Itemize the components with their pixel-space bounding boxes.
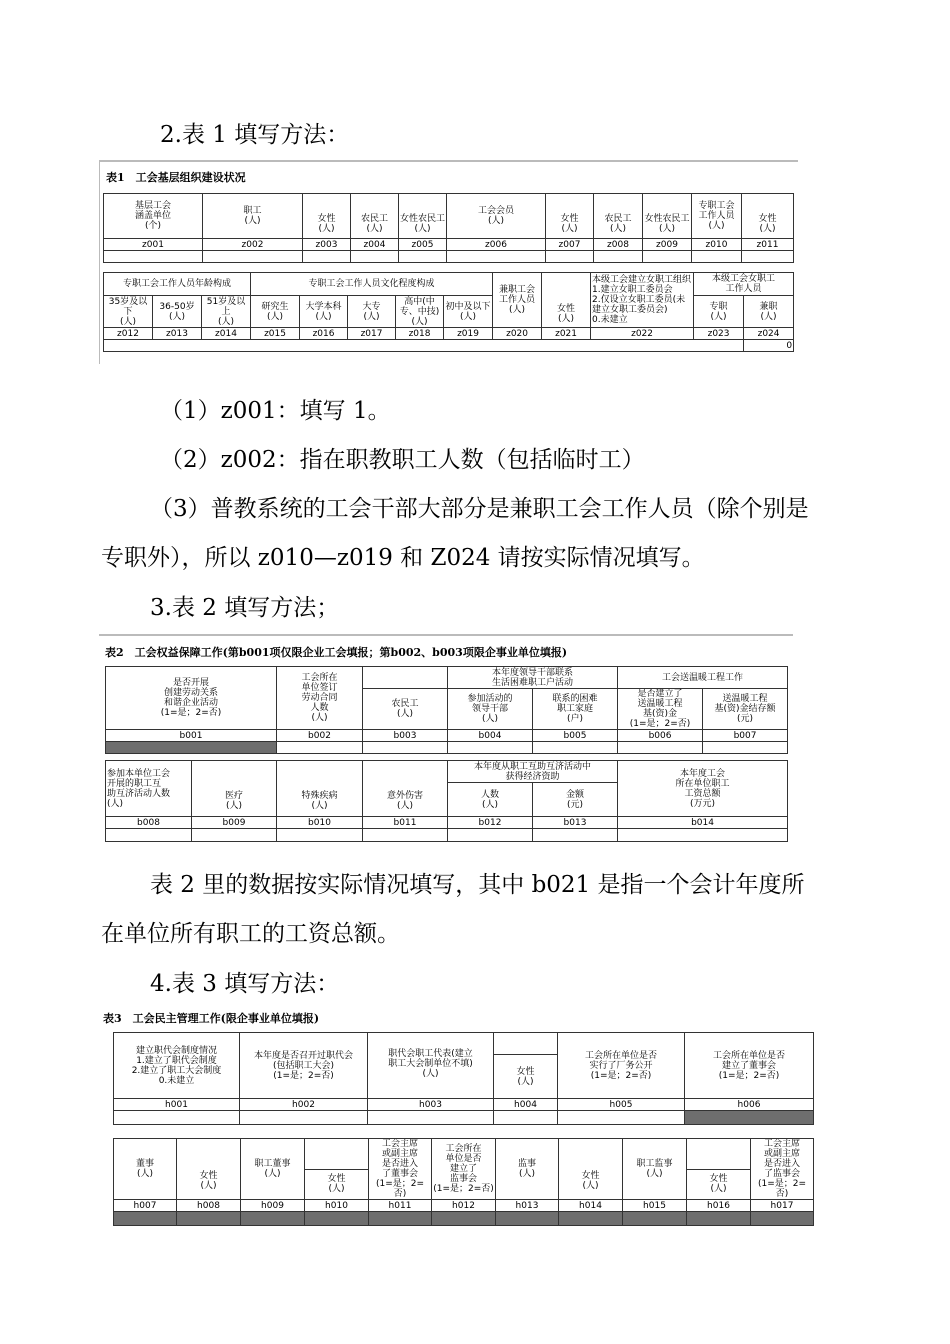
t1-code: z024 bbox=[744, 328, 794, 340]
t3-spacer bbox=[494, 1033, 558, 1055]
t3-h-h012: 工会所在 单位是否 建立了 监事会 (1=是；2=否) bbox=[432, 1139, 496, 1200]
t1-h-z014: 51岁及以上 (人) bbox=[202, 296, 251, 328]
t3-shaded-cell bbox=[369, 1212, 432, 1226]
t2-empty-cell[interactable] bbox=[363, 742, 448, 754]
t1-h-z011: 女性 (人) bbox=[742, 194, 794, 239]
table3-lower bbox=[113, 1138, 814, 1226]
t1-code: z018 bbox=[396, 328, 444, 340]
t3-shaded-cell bbox=[623, 1212, 687, 1226]
t2-h-b001: 是否开展 创建劳动关系 和谐企业活动 (1=是；2=否) bbox=[106, 667, 277, 730]
t3-code: h009 bbox=[241, 1200, 305, 1212]
note-line: 专职外），所以 z010—z019 和 Z024 请按实际情况填写。 bbox=[101, 545, 705, 571]
t3-shaded-cell bbox=[559, 1212, 623, 1226]
table3-upper bbox=[113, 1032, 814, 1125]
t2-code: b009 bbox=[192, 817, 277, 829]
t2-code: b006 bbox=[618, 730, 703, 742]
t3-h-h011: 工会主席 或副主席 是否进入 了董事会 (1=是；2=否) bbox=[369, 1139, 432, 1200]
t3-code: h015 bbox=[623, 1200, 687, 1212]
table1-figure bbox=[99, 160, 798, 364]
t2-spacer bbox=[363, 667, 448, 689]
t1-h-z007: 女性 (人) bbox=[546, 194, 594, 239]
t2-group-warm: 工会送温暖工程工作 bbox=[618, 667, 788, 689]
section-heading-table2: 3.表 2 填写方法； bbox=[150, 595, 340, 621]
t1-code: z023 bbox=[694, 328, 744, 340]
t1-code: z004 bbox=[351, 239, 399, 251]
t2-empty-cell[interactable] bbox=[448, 829, 533, 842]
t1-h-z020: 兼职工会 工作人员 (人) bbox=[493, 273, 542, 328]
t3-code: h003 bbox=[368, 1099, 494, 1111]
t1-code: z011 bbox=[742, 239, 794, 251]
t1-empty-cell[interactable] bbox=[203, 251, 303, 263]
t1-h-z010: 专职工会 工作人员 (人) bbox=[692, 194, 742, 239]
t2-code: b012 bbox=[448, 817, 533, 829]
table3-figure bbox=[99, 1006, 817, 1228]
t3-empty-cell[interactable] bbox=[558, 1111, 685, 1125]
note-line: 表 2 里的数据按实际情况填写，其中 b021 是指一个会计年度所 bbox=[150, 872, 805, 898]
t1-h-z013: 36-50岁 (人) bbox=[153, 296, 202, 328]
t3-empty-cell[interactable] bbox=[114, 1111, 240, 1125]
t1-group-age: 专职工会工作人员年龄构成 bbox=[104, 273, 251, 296]
t1-code: z008 bbox=[594, 239, 643, 251]
t2-h-b010: 特殊疾病 (人) bbox=[277, 761, 363, 817]
t3-h-h009: 职工董事 (人) bbox=[241, 1139, 305, 1200]
t3-code: h005 bbox=[558, 1099, 685, 1111]
t1-empty-row[interactable] bbox=[104, 340, 744, 352]
t2-h-b012: 人数 (人) bbox=[448, 783, 533, 817]
table1-lower bbox=[103, 272, 794, 352]
section-heading-table3: 4.表 3 填写方法： bbox=[150, 971, 340, 997]
t2-code: b011 bbox=[363, 817, 448, 829]
t3-shaded-cell bbox=[432, 1212, 496, 1226]
t2-h-b004: 参加活动的 领导干部 (人) bbox=[448, 689, 533, 730]
t1-h-z002: 职工 (人) bbox=[203, 194, 303, 239]
t2-code: b005 bbox=[533, 730, 618, 742]
t3-h-h003: 职代会职工代表(建立 职工大会制单位不填) (人) bbox=[368, 1033, 494, 1099]
t3-spacer bbox=[687, 1139, 751, 1170]
t3-shaded-cell bbox=[687, 1212, 751, 1226]
t2-empty-cell[interactable] bbox=[106, 829, 192, 842]
t3-code: h016 bbox=[687, 1200, 751, 1212]
t2-empty-cell[interactable] bbox=[533, 829, 618, 842]
t2-code: b001 bbox=[106, 730, 277, 742]
t2-h-b011: 意外伤害 (人) bbox=[363, 761, 448, 817]
t1-code: z012 bbox=[104, 328, 153, 340]
t2-group-leaders: 本年度领导干部联系 生活困难职工户活动 bbox=[448, 667, 618, 689]
t2-h-b003: 农民工 (人) bbox=[363, 689, 448, 730]
t1-h-z004: 农民工 (人) bbox=[351, 194, 399, 239]
t3-h-h006: 工会所在单位是否 建立了董事会 (1=是；2=否) bbox=[685, 1033, 814, 1099]
t1-h-z018: 高中(中 专、中技) (人) bbox=[396, 296, 444, 328]
t1-h-z015: 研究生 (人) bbox=[251, 296, 300, 328]
t1-h-z017: 大专 (人) bbox=[348, 296, 396, 328]
t1-group-women-staff: 本级工会女职工 工作人员 bbox=[694, 273, 794, 296]
t1-empty-cell[interactable] bbox=[692, 251, 742, 263]
t3-empty-cell[interactable] bbox=[240, 1111, 368, 1125]
note-line: （1）z001：填写 1。 bbox=[160, 398, 391, 424]
t3-spacer bbox=[305, 1139, 369, 1170]
section-heading-table1: 2.表 1 填写方法： bbox=[160, 122, 350, 148]
t1-h-z012: 35岁及以下 (人) bbox=[104, 296, 153, 328]
t2-h-b009: 医疗 (人) bbox=[192, 761, 277, 817]
table2-figure bbox=[99, 634, 793, 842]
t1-h-z008: 农民工 (人) bbox=[594, 194, 643, 239]
t2-h-b013: 金额 (元) bbox=[533, 783, 618, 817]
t3-shaded-cell bbox=[751, 1212, 814, 1226]
t3-h-h007: 董事 (人) bbox=[114, 1139, 177, 1200]
t1-code: z016 bbox=[300, 328, 348, 340]
t3-shaded-cell bbox=[177, 1212, 241, 1226]
t1-code: z017 bbox=[348, 328, 396, 340]
t1-empty-cell[interactable] bbox=[643, 251, 692, 263]
t2-h-b006: 是否建立了 送温暖工程 基(资)金 (1=是；2=否) bbox=[618, 689, 703, 730]
t2-code: b007 bbox=[703, 730, 788, 742]
t2-code: b002 bbox=[277, 730, 363, 742]
t2-empty-cell[interactable] bbox=[192, 829, 277, 842]
t1-code: z019 bbox=[444, 328, 493, 340]
t3-code: h008 bbox=[177, 1200, 241, 1212]
t1-code: z007 bbox=[546, 239, 594, 251]
t3-shaded-cell bbox=[685, 1111, 814, 1125]
t2-code: b010 bbox=[277, 817, 363, 829]
t3-code: h014 bbox=[559, 1200, 623, 1212]
t3-h-h010: 女性 (人) bbox=[305, 1169, 369, 1200]
table1-upper bbox=[103, 193, 794, 263]
t3-shaded-cell bbox=[241, 1212, 305, 1226]
t3-shaded-cell bbox=[305, 1212, 369, 1226]
table2-upper bbox=[105, 666, 788, 754]
t1-empty-cell[interactable] bbox=[546, 251, 594, 263]
t1-code: z002 bbox=[203, 239, 303, 251]
t2-group-aid: 本年度从职工互助互济活动中 获得经济资助 bbox=[448, 761, 618, 783]
t2-empty-cell[interactable] bbox=[277, 742, 363, 754]
t1-empty-cell[interactable] bbox=[399, 251, 447, 263]
t1-h-z016: 大学本科 (人) bbox=[300, 296, 348, 328]
t2-code: b013 bbox=[533, 817, 618, 829]
t1-h-z005: 女性农民工 (人) bbox=[399, 194, 447, 239]
t3-code: h007 bbox=[114, 1200, 177, 1212]
t2-empty-cell[interactable] bbox=[277, 829, 363, 842]
t2-code: b003 bbox=[363, 730, 448, 742]
t1-code: z014 bbox=[202, 328, 251, 340]
t3-code: h013 bbox=[496, 1200, 559, 1212]
t2-code: b014 bbox=[618, 817, 788, 829]
t1-code: z015 bbox=[251, 328, 300, 340]
t1-h-z024: 兼职 (人) bbox=[744, 296, 794, 328]
t1-h-z019: 初中及以下 (人) bbox=[444, 296, 493, 328]
t3-code: h011 bbox=[369, 1200, 432, 1212]
t1-code: z006 bbox=[447, 239, 546, 251]
t1-tail-value: 0 bbox=[744, 340, 794, 352]
note-line: （3）普教系统的工会干部大部分是兼职工会工作人员（除个别是 bbox=[150, 496, 809, 522]
t3-code: h004 bbox=[494, 1099, 558, 1111]
t3-shaded-cell bbox=[114, 1212, 177, 1226]
t1-code: z009 bbox=[643, 239, 692, 251]
t1-code: z003 bbox=[303, 239, 351, 251]
t1-code: z013 bbox=[153, 328, 202, 340]
t1-h-z003: 女性 (人) bbox=[303, 194, 351, 239]
note-line: 在单位所有职工的工资总额。 bbox=[101, 921, 400, 947]
t3-code: h017 bbox=[751, 1200, 814, 1212]
t3-code: h012 bbox=[432, 1200, 496, 1212]
table2-title: 表2 工会权益保障工作(第b001项仅限企业工会填报；第b002、b003项限企事业单位填报) bbox=[105, 646, 568, 659]
t1-h-z001: 基层工会 涵盖单位 (个) bbox=[104, 194, 203, 239]
t1-code: z022 bbox=[591, 328, 694, 340]
table2-lower bbox=[105, 760, 788, 842]
t1-code: z020 bbox=[493, 328, 542, 340]
t1-empty-cell[interactable] bbox=[594, 251, 643, 263]
t3-h-h001: 建立职代会制度情况 1.建立了职代会制度 2.建立了职工大会制度 0.未建立 bbox=[114, 1033, 240, 1099]
t2-h-b008: 参加本单位工会 开展的职工互 助互济活动人数 (人) bbox=[106, 761, 192, 817]
t3-code: h002 bbox=[240, 1099, 368, 1111]
t1-empty-cell[interactable] bbox=[742, 251, 794, 263]
t3-empty-cell[interactable] bbox=[494, 1111, 558, 1125]
t3-h-h005: 工会所在单位是否 实行了厂务公开 (1=是；2=否) bbox=[558, 1033, 685, 1099]
t1-code: z021 bbox=[542, 328, 591, 340]
t1-empty-cell[interactable] bbox=[351, 251, 399, 263]
t3-code: h006 bbox=[685, 1099, 814, 1111]
note-line: （2）z002：指在职教职工人数（包括临时工） bbox=[160, 447, 645, 473]
t2-h-b014: 本年度工会 所在单位职工 工资总额 (万元) bbox=[618, 761, 788, 817]
t2-shaded-cell bbox=[106, 742, 277, 754]
t2-empty-cell[interactable] bbox=[618, 829, 788, 842]
t2-empty-cell[interactable] bbox=[363, 829, 448, 842]
t1-group-edu: 专职工会工作人员文化程度构成 bbox=[251, 273, 493, 296]
table1-title: 表1 工会基层组织建设状况 bbox=[106, 171, 246, 184]
t3-code: h010 bbox=[305, 1200, 369, 1212]
t3-h-h016: 女性 (人) bbox=[687, 1169, 751, 1200]
t2-h-b005: 联系的困难 职工家庭 (户) bbox=[533, 689, 618, 730]
t1-h-z006: 工会会员 (人) bbox=[447, 194, 546, 239]
t2-code: b008 bbox=[106, 817, 192, 829]
t3-shaded-cell bbox=[496, 1212, 559, 1226]
t3-h-h015: 职工监事 (人) bbox=[623, 1139, 687, 1200]
t3-h-h002: 本年度是否召开过职代会 (包括职工大会) (1=是；2=否) bbox=[240, 1033, 368, 1099]
t2-h-b007: 送温暖工程 基(资)金结存额 (元) bbox=[703, 689, 788, 730]
t1-code: z005 bbox=[399, 239, 447, 251]
t2-empty-cell[interactable] bbox=[533, 742, 618, 754]
t2-empty-cell[interactable] bbox=[703, 742, 788, 754]
t2-empty-cell[interactable] bbox=[448, 742, 533, 754]
t3-h-h013: 监事 (人) bbox=[496, 1139, 559, 1200]
t3-code: h001 bbox=[114, 1099, 240, 1111]
t3-h-h008: 女性 (人) bbox=[177, 1139, 241, 1200]
t3-h-h014: 女性 (人) bbox=[559, 1139, 623, 1200]
t1-h-z009: 女性农民工 (人) bbox=[643, 194, 692, 239]
t1-h-z022: 本级工会建立女职工组织 1.建立女职工委员会 2.仅设立女职工委员(未 建立女职工委员会) 0.未建立 bbox=[591, 273, 694, 328]
t1-empty-cell[interactable] bbox=[447, 251, 546, 263]
t2-code: b004 bbox=[448, 730, 533, 742]
t3-h-h017: 工会主席 或副主席 是否进入 了监事会 (1=是；2=否) bbox=[751, 1139, 814, 1200]
t1-code: z001 bbox=[104, 239, 203, 251]
t1-h-z021: 女性 (人) bbox=[542, 273, 591, 328]
t3-h-h004: 女性 (人) bbox=[494, 1055, 558, 1099]
t1-h-z023: 专职 (人) bbox=[694, 296, 744, 328]
t2-h-b002: 工会所在 单位签订 劳动合同 人数 (人) bbox=[277, 667, 363, 730]
t1-empty-cell[interactable] bbox=[104, 251, 203, 263]
table3-title: 表3 工会民主管理工作(限企事业单位填报) bbox=[103, 1012, 320, 1025]
t1-empty-cell[interactable] bbox=[303, 251, 351, 263]
t3-empty-cell[interactable] bbox=[368, 1111, 494, 1125]
t2-empty-cell[interactable] bbox=[618, 742, 703, 754]
t1-code: z010 bbox=[692, 239, 742, 251]
